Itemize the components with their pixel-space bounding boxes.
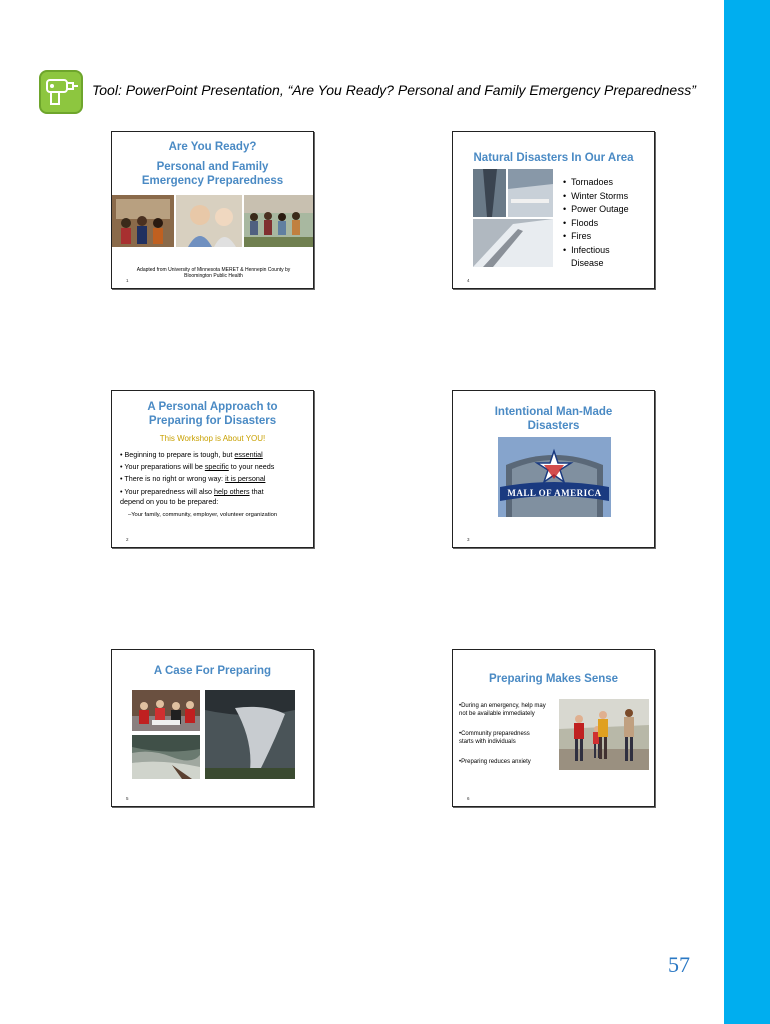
bullet-item: • There is no right or wrong way: it is personal <box>120 474 266 483</box>
slide-1 <box>111 131 314 289</box>
bullet-item-continuation: depend on you to be prepared: <box>120 497 219 506</box>
slide-number: 4 <box>467 278 470 283</box>
slide-title-line2: Disasters <box>527 420 580 432</box>
slide-subtitle-line1: Personal and Family <box>156 161 269 173</box>
slide-credit-line1: Adapted from University of Minnesota MERET & Hennepin County by <box>136 267 291 273</box>
bullet-item: •Community preparedness <box>459 731 530 737</box>
page-number: 57 <box>668 952 690 977</box>
bullet-item: • Winter Storms <box>563 190 629 201</box>
slide-title-line1: A Personal Approach to <box>147 401 278 413</box>
slide-subtitle-line2: Emergency Preparedness <box>141 175 284 187</box>
slide-number: 1 <box>126 278 129 283</box>
bullet-item: • Power Outage <box>563 204 629 214</box>
bullet-item: • Tornadoes <box>563 177 614 187</box>
slide-number: 3 <box>467 537 470 542</box>
slide-number: 6 <box>467 796 470 801</box>
bullet-item: •Preparing reduces anxiety <box>459 759 531 765</box>
slide-3 <box>452 390 655 548</box>
drill-tool-icon <box>39 70 83 114</box>
people-photo-collage <box>112 195 314 247</box>
tool-title: Tool: PowerPoint Presentation, “Are You Ready? Personal and Family Emergency Preparedness” <box>92 82 696 98</box>
disaster-photo-collage <box>473 169 553 267</box>
bullet-item: • Infectious <box>563 244 610 255</box>
bullet-item: • Beginning to prepare is tough, but essential <box>120 450 263 459</box>
bullet-item: • Your preparations will be specific to your needs <box>120 462 275 471</box>
bullet-item: • Floods <box>563 217 599 228</box>
bullet-item-continuation: Disease <box>571 258 604 268</box>
slide-number: 2 <box>126 537 129 542</box>
bullet-item: • Fires <box>563 231 592 241</box>
slide-2 <box>111 390 314 548</box>
slide-6 <box>452 649 655 807</box>
mall-of-america-photo <box>498 437 611 517</box>
slide-title-line2: Preparing for Disasters <box>148 415 277 427</box>
slide-title: A Case For Preparing <box>153 665 272 677</box>
slide-5 <box>111 649 314 807</box>
mall-sign-text: MALL OF AMERICA <box>507 488 602 498</box>
slide-subtitle: This Workshop is About YOU! <box>159 434 266 443</box>
bullet-item: • Your preparedness will also help others that <box>120 487 264 496</box>
slide-title-line1: Intentional Man-Made <box>494 406 613 418</box>
slide-number: 5 <box>126 796 129 801</box>
flood-photo <box>132 735 200 779</box>
bullet-item-continuation: starts with individuals <box>459 739 516 745</box>
family-walking-photo <box>559 699 649 770</box>
slide-4 <box>452 131 655 289</box>
slide-credit-line2: Bloomington Public Health <box>184 273 243 279</box>
bullet-item-continuation: not be available immediately <box>459 711 535 717</box>
tornado-photo <box>205 690 295 779</box>
sub-bullet-item: –Your family, community, employer, volunteer organization <box>128 512 278 518</box>
slide-title: Preparing Makes Sense <box>488 673 619 685</box>
bullet-item: •During an emergency, help may <box>459 703 546 709</box>
right-sidebar-band <box>724 0 770 1024</box>
slide-title: Are You Ready? <box>168 141 257 153</box>
emergency-responders-photo <box>132 690 200 731</box>
slide-title: Natural Disasters In Our Area <box>473 152 634 164</box>
